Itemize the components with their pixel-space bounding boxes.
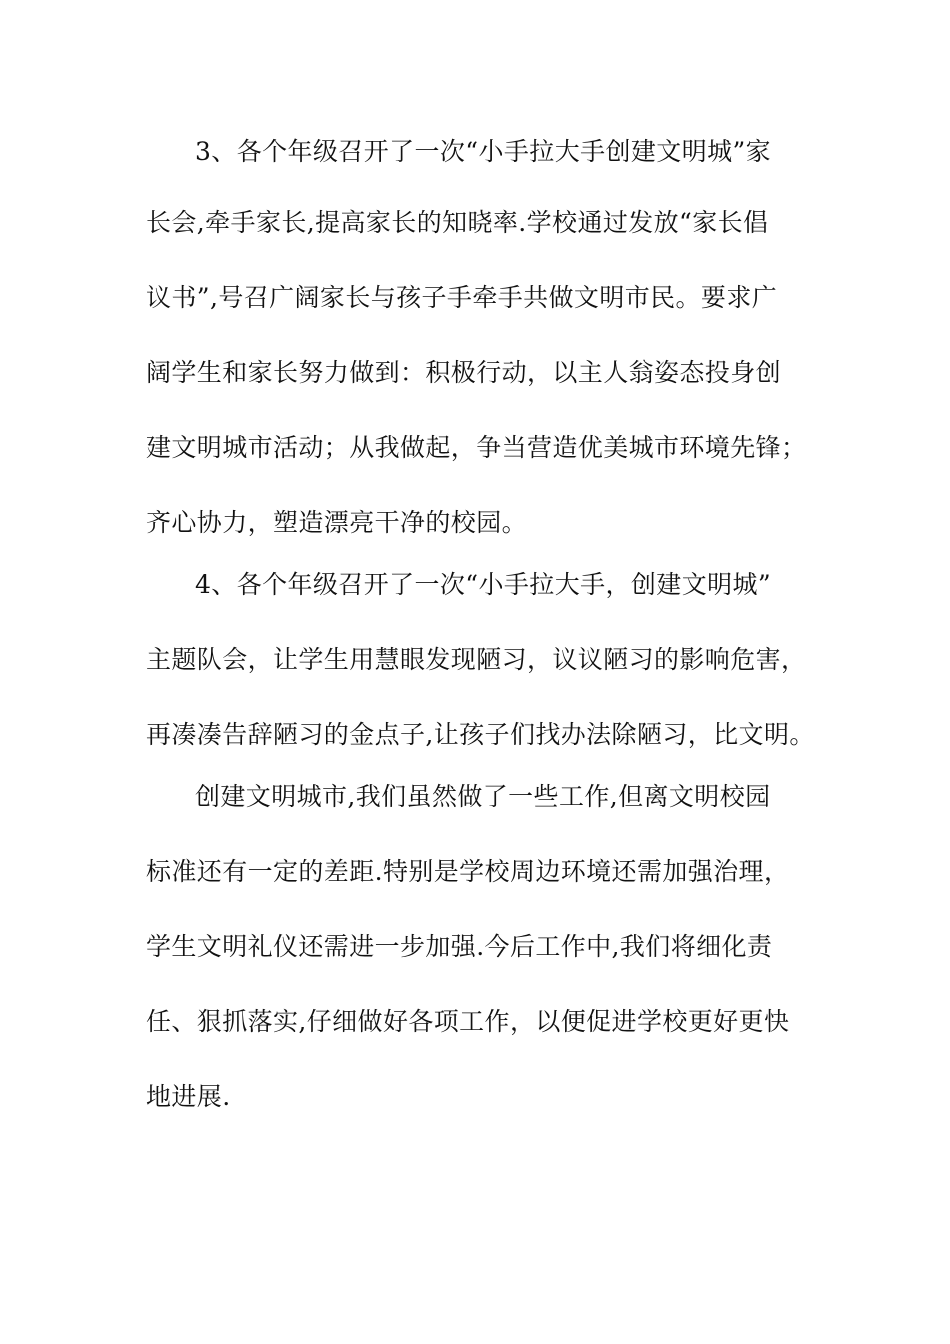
paragraph-3-line-4: 阔学生和家长努力做到：积极行动，以主人翁姿态投身创 xyxy=(146,358,782,387)
paragraph-3-line-2: 长会,牵手家长,提高家长的知晓率.学校通过发放“家长倡 xyxy=(146,208,769,237)
paragraph-3-line-5: 建文明城市活动；从我做起，争当营造优美城市环境先锋； xyxy=(146,433,807,462)
paragraph-3-line-3: 议书”,号召广阔家长与孩子手牵手共做文明市民。要求广 xyxy=(146,283,778,312)
conclusion-line-4: 任、狠抓落实,仔细做好各项工作，以便促进学校更好更快 xyxy=(146,1007,790,1036)
paragraph-4-line-3: 再凑凑告辞陋习的金点子,让孩子们找办法除陋习，比文明。 xyxy=(146,720,815,749)
conclusion-line-2: 标准还有一定的差距.特别是学校周边环境还需加强治理， xyxy=(146,857,790,886)
paragraph-4-line-1: 4、各个年级召开了一次“小手拉大手，创建文明城” xyxy=(195,570,772,599)
conclusion-line-1: 创建文明城市,我们虽然做了一些工作,但离文明校园 xyxy=(195,782,771,811)
paragraph-4-line-2: 主题队会，让学生用慧眼发现陋习，议议陋习的影响危害， xyxy=(146,645,807,674)
conclusion-line-3: 学生文明礼仪还需进一步加强.今后工作中,我们将细化责 xyxy=(146,932,773,961)
conclusion-line-5: 地进展. xyxy=(146,1082,231,1111)
paragraph-3-line-6: 齐心协力，塑造漂亮干净的校园。 xyxy=(146,508,528,537)
paragraph-3-line-1: 3、各个年级召开了一次“小手拉大手创建文明城”家 xyxy=(195,137,772,166)
